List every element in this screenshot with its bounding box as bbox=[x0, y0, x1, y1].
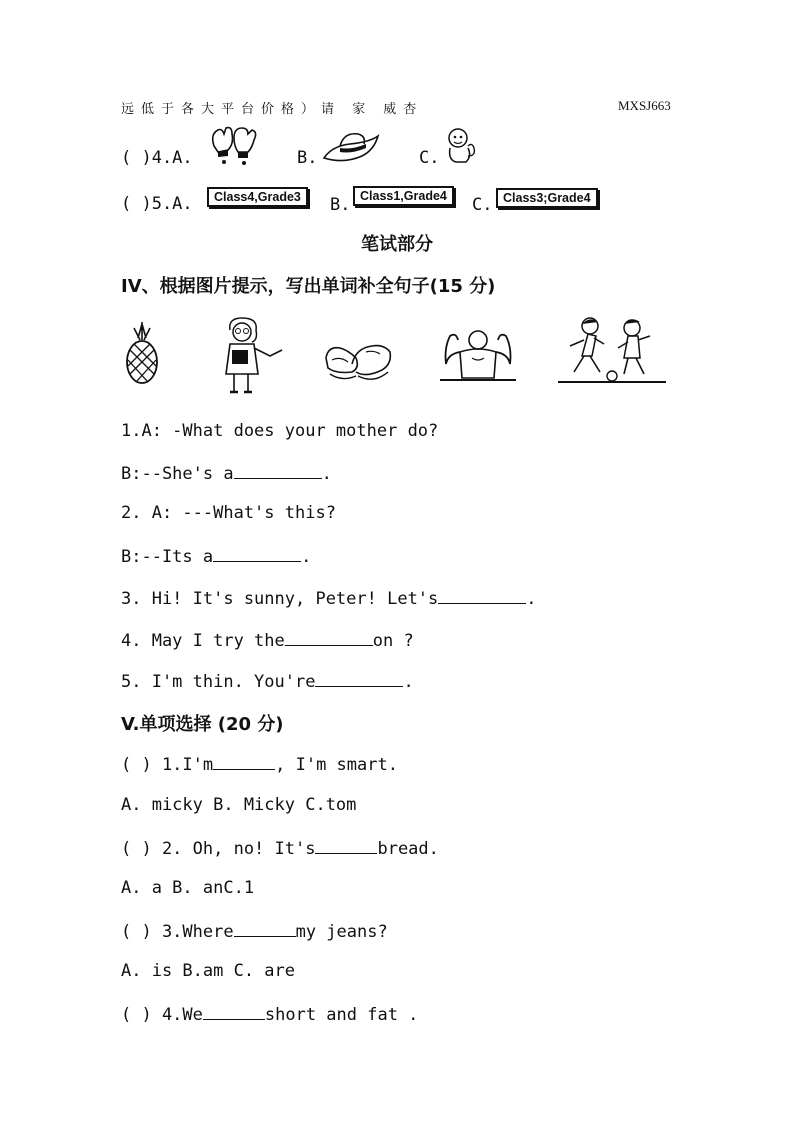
q4-option-b-label: B. bbox=[297, 148, 318, 168]
section5-q3: ( ) 3.Where my jeans? bbox=[121, 922, 388, 942]
answer-blank[interactable] bbox=[285, 629, 373, 646]
section4-line-4: B:--Its a . bbox=[121, 547, 312, 567]
answer-blank[interactable] bbox=[203, 1003, 265, 1020]
section5-q1: ( ) 1.I'm , I'm smart. bbox=[121, 755, 398, 775]
answer-blank[interactable] bbox=[234, 462, 322, 479]
answer-blank[interactable] bbox=[315, 837, 377, 854]
shoes-icon bbox=[322, 338, 394, 384]
hat-icon bbox=[322, 128, 380, 166]
football-players-icon bbox=[558, 316, 666, 388]
section5-q4: ( ) 4.We short and fat . bbox=[121, 1005, 419, 1025]
section4-title: IV、根据图片提示，写出单词补全句子(15 分) bbox=[121, 276, 496, 297]
answer-blank[interactable] bbox=[315, 670, 403, 687]
monkey-icon bbox=[442, 126, 478, 166]
mittens-icon bbox=[208, 124, 258, 166]
section4-line-2: B:--She's a . bbox=[121, 464, 332, 484]
q5-option-b-box: Class1,Grade4 bbox=[353, 186, 454, 206]
section4-line-6: 4. May I try the on ? bbox=[121, 631, 414, 651]
strong-man-icon bbox=[438, 328, 518, 384]
section5-q1-options: A. micky B. Micky C.tom bbox=[121, 795, 357, 815]
answer-blank[interactable] bbox=[438, 587, 526, 604]
section5-q2-options: A. a B. anC.1 bbox=[121, 878, 255, 898]
page-header-text: 远低于各大平台价格）请 家 威杏 bbox=[121, 102, 424, 117]
q4-option-c-label: C. bbox=[419, 148, 440, 168]
section5-title: V.单项选择 (20 分) bbox=[121, 714, 284, 735]
section4-line-7: 5. I'm thin. You're . bbox=[121, 672, 414, 692]
section4-line-1: 1.A: -What does your mother do? bbox=[121, 421, 439, 441]
q5-prefix: ( )5.A. bbox=[121, 194, 193, 214]
q5-option-c-box: Class3;Grade4 bbox=[496, 188, 598, 208]
page-header-code: MXSJ663 bbox=[618, 98, 671, 113]
q5-option-c-label: C. bbox=[472, 195, 493, 215]
answer-blank[interactable] bbox=[213, 545, 301, 562]
section4-line-5: 3. Hi! It's sunny, Peter! Let's . bbox=[121, 589, 537, 609]
pineapple-icon bbox=[122, 322, 162, 384]
q5-option-b-label: B. bbox=[330, 195, 351, 215]
teacher-icon bbox=[220, 316, 284, 396]
answer-blank[interactable] bbox=[213, 753, 275, 770]
section5-q2: ( ) 2. Oh, no! It's bread. bbox=[121, 839, 439, 859]
q4-prefix: ( )4.A. bbox=[121, 148, 193, 168]
answer-blank[interactable] bbox=[234, 920, 296, 937]
q5-option-a-box: Class4,Grade3 bbox=[207, 187, 308, 207]
section5-q3-options: A. is B.am C. are bbox=[121, 961, 295, 981]
written-section-title: 笔试部分 bbox=[361, 234, 433, 255]
section4-line-3: 2. A: ---What's this? bbox=[121, 503, 336, 523]
